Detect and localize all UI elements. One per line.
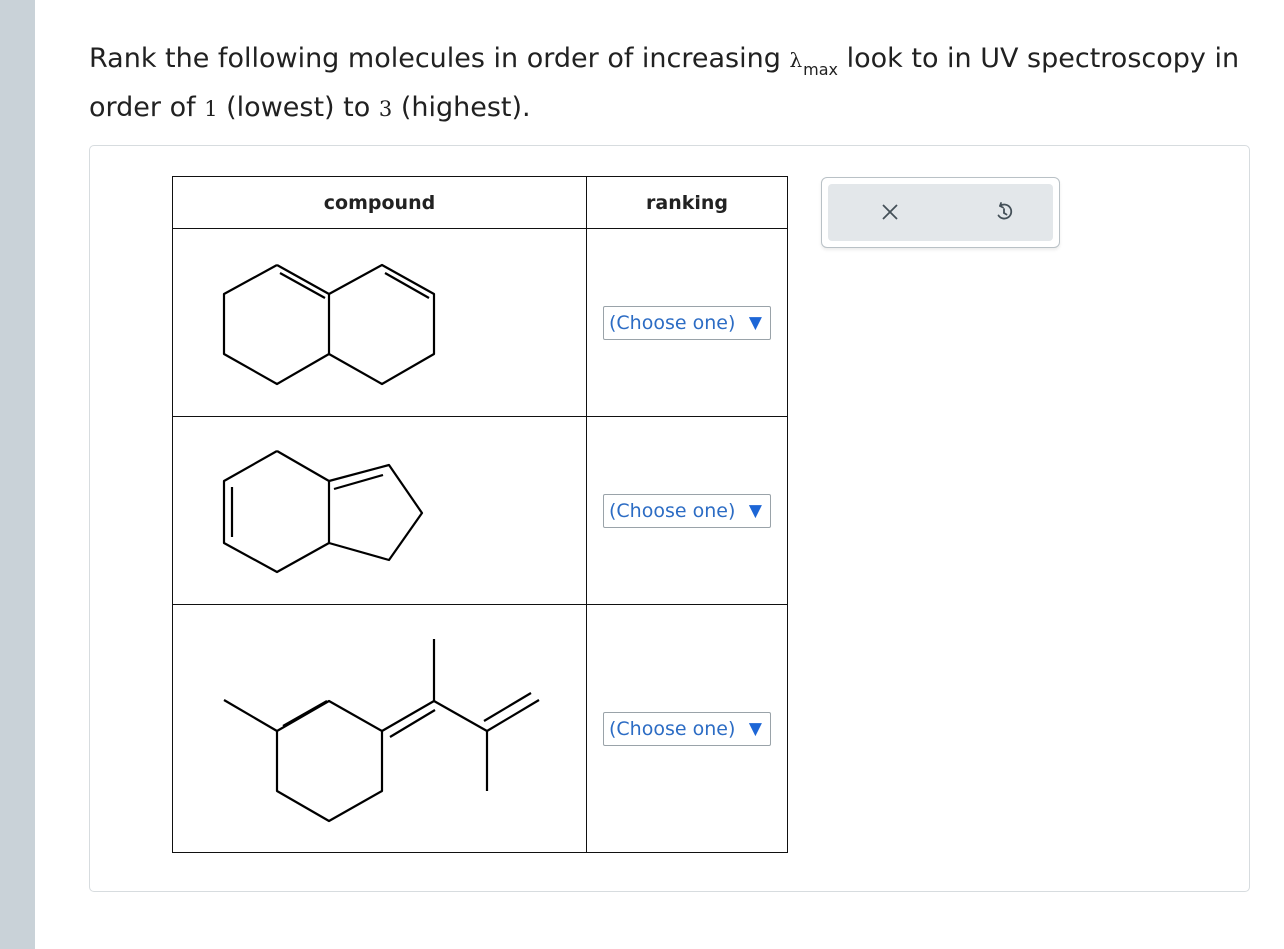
undo-icon: [993, 201, 1015, 223]
molecule-structure-1: [173, 229, 586, 416]
answer-tools: [821, 177, 1060, 248]
compound-cell: [173, 229, 587, 417]
table-header-row: [173, 177, 788, 229]
highest-rank-number: 3: [378, 97, 393, 121]
rank-select-value: (Choose one): [609, 311, 736, 334]
ranking-cell: [587, 605, 788, 853]
table-row: [173, 605, 788, 853]
compound-cell: [173, 605, 587, 853]
lowest-rank-number: 1: [204, 97, 218, 121]
table-row: [173, 229, 788, 417]
rank-select-value: (Choose one): [609, 717, 736, 740]
molecule-structure-2: [173, 417, 586, 604]
dropdown-arrow-icon: ▼: [748, 500, 762, 521]
question-text: [89, 36, 1259, 132]
question-part-3: (lowest) to: [217, 92, 379, 123]
ranking-cell: [587, 417, 788, 605]
left-sidebar-strip: [0, 0, 35, 949]
tools-bar: [828, 184, 1053, 241]
compound-header: compound: [173, 177, 587, 229]
lambda-subscript: max: [803, 60, 839, 79]
rank-select-1[interactable]: [603, 306, 771, 340]
rank-select-2[interactable]: [603, 494, 771, 528]
ranking-header: ranking: [587, 177, 788, 229]
rank-select-3[interactable]: [603, 712, 771, 746]
ranking-table: [172, 176, 788, 853]
ranking-cell: [587, 229, 788, 417]
dropdown-arrow-icon: ▼: [748, 312, 762, 333]
dropdown-arrow-icon: ▼: [748, 718, 762, 739]
molecule-structure-3: [173, 605, 586, 852]
rank-select-value: (Choose one): [609, 499, 736, 522]
undo-button[interactable]: [984, 194, 1024, 230]
table-row: [173, 417, 788, 605]
compound-cell: [173, 417, 587, 605]
lambda-symbol: λ: [789, 48, 803, 72]
question-part-1: Rank the following molecules in order of increasing: [89, 43, 790, 74]
clear-button[interactable]: [870, 194, 910, 230]
close-icon: [880, 202, 900, 222]
question-part-4: (highest).: [392, 92, 531, 123]
question-part-2: look to in UV spectroscopy in order of: [89, 43, 1240, 123]
